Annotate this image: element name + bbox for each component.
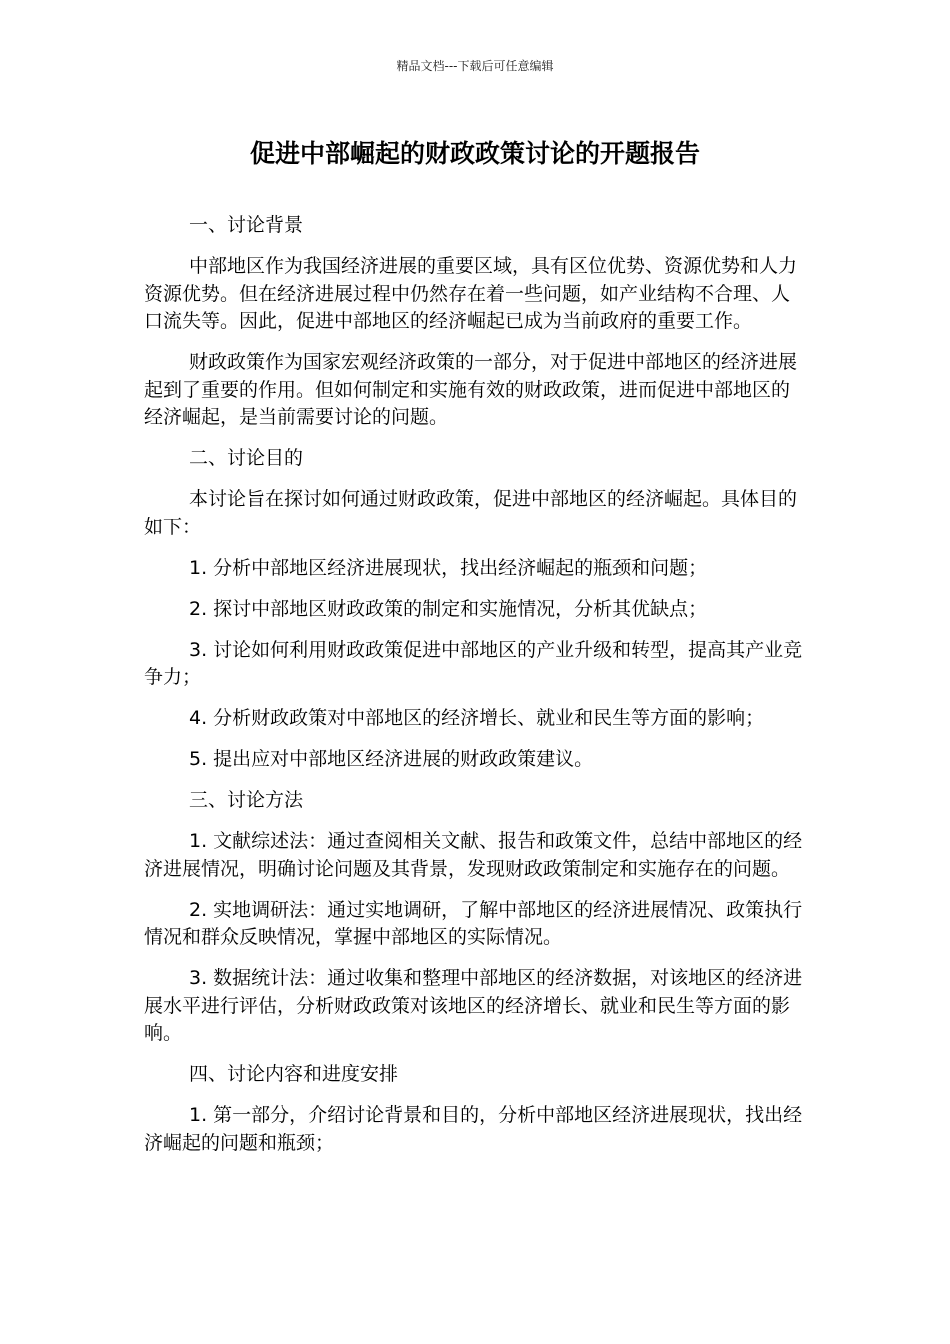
document-body	[144, 212, 808, 1171]
document-title: 促进中部崛起的财政政策讨论的开题报告	[249, 139, 700, 168]
section-heading-background: 一、讨论背景	[189, 214, 304, 236]
section-heading-purpose: 二、讨论目的	[189, 447, 304, 469]
list-item: 1. 分析中部地区经济进展现状，找出经济崛起的瓶颈和问题；	[189, 556, 708, 579]
section-heading-schedule: 四、讨论内容和进度安排	[189, 1063, 399, 1085]
list-item: 3. 讨论如何利用财政政策促进中部地区的产业升级和转型，提高其产业竞争力；	[144, 638, 803, 688]
list-item: 1. 第一部分，介绍讨论背景和目的，分析中部地区经济进展现状，找出经济崛起的问题和瓶颈；	[144, 1104, 803, 1154]
list-item: 2. 探讨中部地区财政政策的制定和实施情况，分析其优缺点；	[189, 597, 708, 620]
list-item: 2. 实地调研法：通过实地调研，了解中部地区的经济进展情况、政策执行情况和群众反映情况，掌握中部地区的实际情况。	[144, 898, 803, 948]
list-item: 5. 提出应对中部地区经济进展的财政政策建议。	[189, 748, 594, 770]
list-item: 4. 分析财政政策对中部地区的经济增长、就业和民生等方面的影响；	[189, 707, 765, 729]
list-item: 3. 数据统计法：通过收集和整理中部地区的经济数据，对该地区的经济进展水平进行评估，分析财政政策对该地区的经济增长、就业和民生等方面的影响。	[144, 967, 803, 1044]
list-item: 1. 文献综述法：通过查阅相关文献、报告和政策文件，总结中部地区的经济进展情况，明确讨论问题及其背景，发现财政政策制定和实施存在的问题。	[144, 830, 803, 880]
page-header: 精品文档---下载后可任意编辑	[396, 59, 554, 73]
section-heading-method: 三、讨论方法	[189, 789, 304, 811]
paragraph: 本讨论旨在探讨如何通过财政政策，促进中部地区的经济崛起。具体目的如下：	[144, 488, 798, 538]
paragraph: 中部地区作为我国经济进展的重要区域，具有区位优势、资源优势和人力资源优势。但在经济进展过程中仍然存在着一些问题，如产业结构不合理、人口流失等。因此，促进中部地区的经济崛起已成为当前政府的重要工作。	[144, 255, 798, 332]
paragraph: 财政政策作为国家宏观经济政策的一部分，对于促进中部地区的经济进展起到了重要的作用。但如何制定和实施有效的财政政策，进而促进中部地区的经济崛起，是当前需要讨论的问题。	[144, 351, 798, 428]
